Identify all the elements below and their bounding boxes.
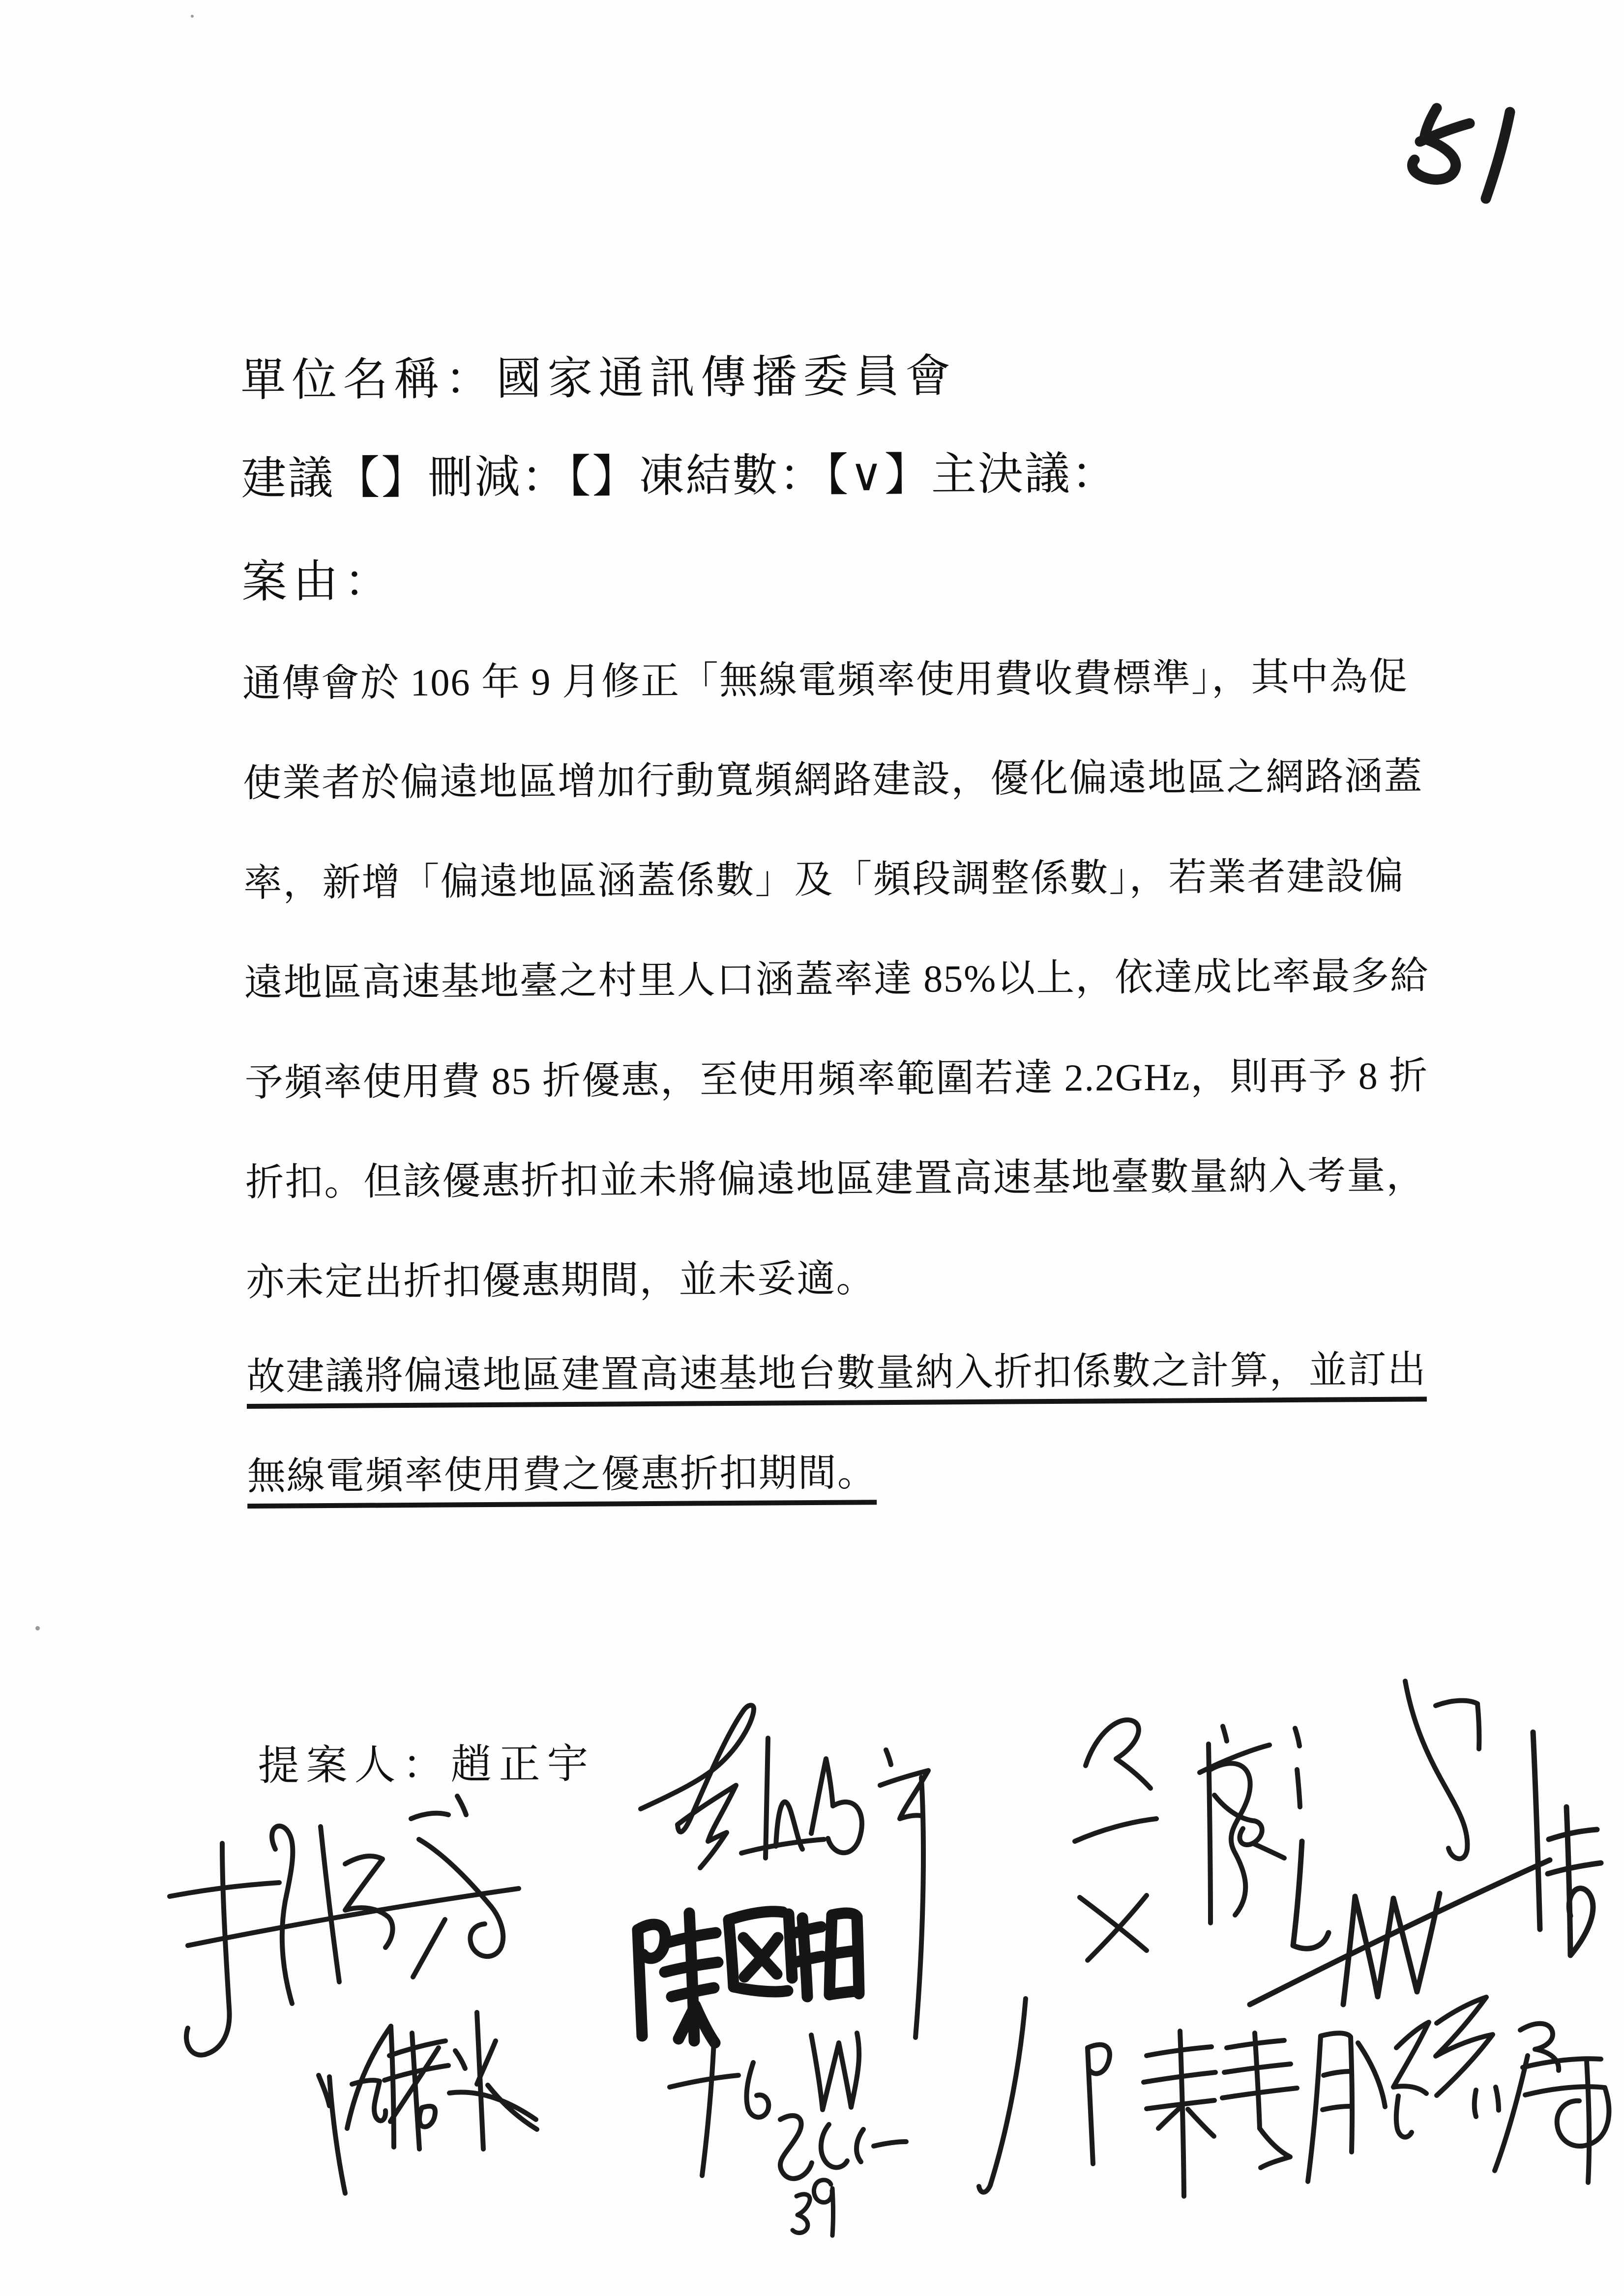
underlined-text: 無線電頻率使用費之優惠折扣期間。 [247,1453,877,1509]
body-line: 率，新增「偏遠地區涵蓋係數」及「頻段調整係數」，若業者建設偏 [243,854,1405,905]
signature-6 [319,2012,537,2193]
body-line: 亦未定出折扣優惠期間，並未妥適。 [246,1257,876,1304]
proposer-line: 提案人：趙正宇 [258,1741,595,1789]
options-line: 建議【】刪減：【】凍結數：【∨】主決議： [241,448,1119,504]
unit-name-line: 單位名稱：國家通訊傳播委員會 [240,351,957,406]
body-line: 遠地區高速基地臺之村里人口涵蓋率達 85%以上，依達成比率最多給 [244,954,1430,1005]
handwritten-number-39 [793,2180,833,2236]
signature-7 [670,1999,1026,2192]
signature-4 [1250,1732,1601,2005]
body-line: 通傳會於 106 年 9 月修正「無線電頻率使用費收費標準」，其中為促 [242,655,1409,705]
underlined-text: 故建議將偏遠地區建置高速基地台數量納入折扣係數之計算，並訂出 [246,1350,1427,1409]
body-line: 予頻率使用費 85 折優惠，至使用頻率範圍若達 2.2GHz，則再予 8 折 [244,1054,1429,1104]
signature-5 [638,1912,859,2043]
body-line: 使業者於偏遠地區增加行動寬頻網路建設，優化偏遠地區之網路涵蓋 [242,755,1423,805]
signature-8 [1088,2031,1352,2196]
handwritten-number-51 [1412,108,1510,199]
signature-9 [1358,1997,1609,2182]
case-label: 案由： [241,556,396,608]
body-line: 折扣。但該優惠折扣並未將偏遠地區建置高速基地臺數量納入考量， [245,1154,1426,1204]
signature-1 [170,1796,519,2055]
